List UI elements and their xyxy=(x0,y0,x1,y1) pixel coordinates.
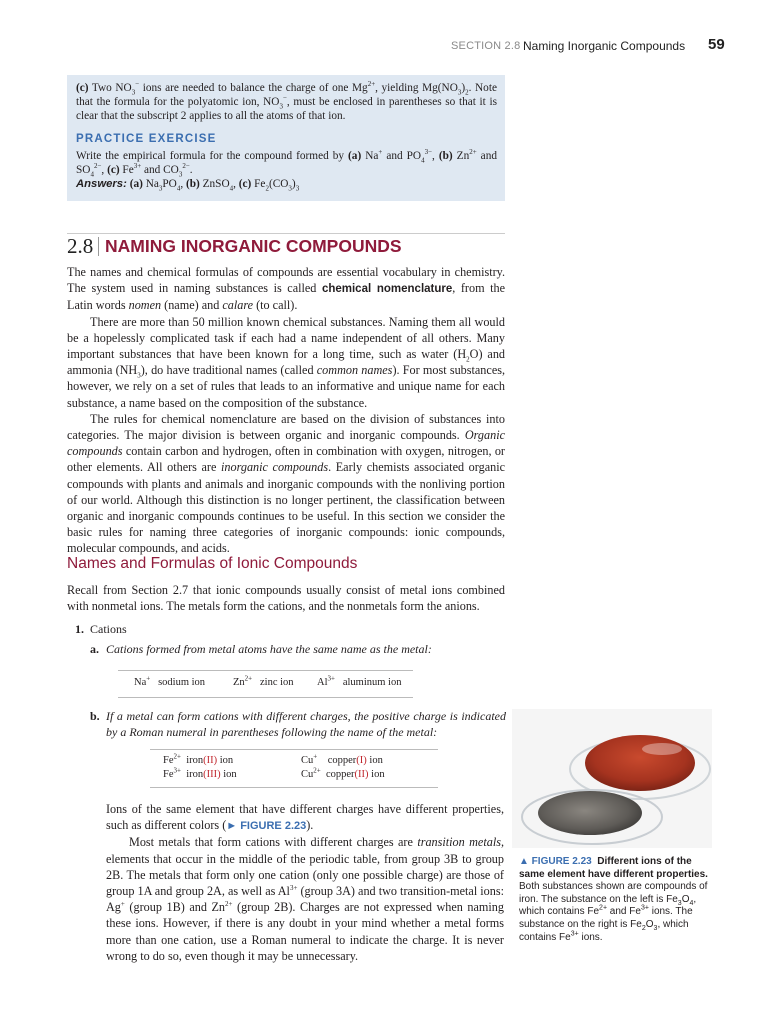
table-b-row-3: $Fe^{3+}$ iron(III) ion xyxy=(163,766,237,780)
table-b-row-4: $Cu^{2+}$ copper(II) ion xyxy=(301,766,385,780)
header-title: Naming Inorganic Compounds xyxy=(523,39,686,53)
table-a-row-2: $Zn^{2+}$ zinc ion xyxy=(233,674,294,688)
caption-title: Different ions of the same element have different properties. xyxy=(519,856,708,880)
heading-divider xyxy=(98,237,99,256)
table-a-row-3: $Al^{3+}$ aluminum ion xyxy=(317,674,402,688)
paragraph-2: There are more than 50 million known chemical substances. Naming them all would be a hopelessly complicated task if each had a name independent of all others. Many important substances that have been known for a long time, such as water $(H_2O)$ and ammonia $(NH_3)$, do have traditional names (called common names). For most substances, however, we rely on a set of rules that leads to an informative and unique name for each substance, a name based on the composition of the substance. xyxy=(67,314,506,410)
list-text-b: If a metal can form cations with different charges, the positive charge is indicated by a Roman numeral in parentheses following the name of the metal: xyxy=(106,709,506,739)
figure-reference-link[interactable]: ► FIGURE 2.23 xyxy=(226,820,307,833)
page-number: 59 xyxy=(708,36,725,53)
cation-table-b xyxy=(150,749,438,788)
section-heading xyxy=(67,233,505,258)
list-label-b: b. xyxy=(90,709,100,723)
table-b-row-1: $Fe^{2+}$ iron(II) ion xyxy=(163,752,234,766)
practice-exercise-text: Write the empirical formula for the compound formed by (a) Na+ and $PO_4^{3-}$, (b) $Zn^{2+}$ and $SO_4^{2-}$, (c) $Fe^{3+}$ and $CO_3^{2-}$. xyxy=(76,148,497,179)
photo-illustration xyxy=(512,709,712,848)
sample-exercise-box xyxy=(67,75,505,201)
figure-caption: ▲ FIGURE 2.23 Different ions of the same element have different properties. Both substances shown are compounds of iron. The substance on the left is $Fe_3O_4$, which contains $Fe^{2+}$ and $Fe^{3+}$ ions. The substance on the right is $Fe_2O_3$, which contains $Fe^{3+}$ ions. xyxy=(519,856,708,943)
table-b-row-2: Cu+ copper(I) ion xyxy=(301,752,383,766)
paragraph-3: The rules for chemical nomenclature are based on the division of substances into categories. The major division is between organic and inorganic compounds. Organic compounds contain carbon and hydrogen, often in combination with oxygen, nitrogen, or other elements. All others are inorganic compounds. Early chemists associated organic compounds with plants and animals and inorganic compounds with the nonliving portion of our world. Although this distinction is no longer pertinent, the classification between organic and inorganic compounds continues to be useful. In this section we consider the basic rules for naming three categories of inorganic compounds: ionic compounds, molecular compounds, and acids. xyxy=(67,411,505,556)
list-item-cations: Cations xyxy=(90,622,127,636)
table-a-row-1: Na+ sodium ion xyxy=(134,674,206,688)
section-number: 2.8 xyxy=(67,234,94,258)
subsection-heading: Names and Formulas of Ionic Compounds xyxy=(67,555,358,572)
paragraph-1: The names and chemical formulas of compounds are essential vocabulary in chemistry. The system used in naming substances is called chemical nomenclature, from the Latin words nomen (name) and calare (to call). xyxy=(67,265,505,313)
list-label-a: a. xyxy=(90,642,99,656)
iron-oxides-photo xyxy=(512,709,712,848)
running-header xyxy=(0,38,768,54)
answers-line: Answers: (a) $Na_3PO_4$, (b) ZnSO$_4$, (c) $Fe_2(CO_3)_3$ xyxy=(76,178,300,193)
figure-label: ▲ FIGURE 2.23 xyxy=(519,856,592,867)
intro-text xyxy=(67,264,505,557)
ions-paragraph xyxy=(106,801,504,964)
recall-paragraph: Recall from Section 2.7 that ionic compounds usually consist of metal ions combined with nonmetal ions. The metals form the cations, and the nonmetals form the anions. xyxy=(67,583,505,614)
part-c-text: (c) Two $NO_3^-$ ions are needed to balance the charge of one $Mg^{2+}$, yielding $Mg(NO_3)_2$. Note that the formula for the polyatomic ion, $NO_3^-$, must be enclosed in parentheses so that it is clear that the subscript 2 applies to all the atoms of that ion. xyxy=(76,80,497,122)
ions-text: Ions of the same element that have different charges have different properties, such as different colors (► FIGURE 2.23). xyxy=(106,802,504,833)
cation-table-a xyxy=(118,670,413,698)
practice-exercise-heading: PRACTICE EXERCISE xyxy=(76,133,217,145)
metals-paragraph: Most metals that form cations with different charges are transition metals, elements that occur in the middle of the periodic table, from group 3B to group 2B. The metals that form only one cation (only one possible charge) are those of group 1A and group 2A, as well as $Al^{3+}$ (group 3A) and two transition-metal ions: Ag+ (group 1B) and $Zn^{2+}$ (group 2B). Charges are not expressed when naming these ions. However, if there is any doubt in your mind whether a metal forms more than one cation, use a Roman numeral to indicate the charge. It is never wrong to do so, even though it may be unnecessary. xyxy=(106,835,504,963)
section-title: NAMING INORGANIC COMPOUNDS xyxy=(105,236,402,256)
list-number-1: 1. xyxy=(75,622,84,636)
list-text-a: Cations formed from metal atoms have the same name as the metal: xyxy=(106,642,432,656)
header-section: SECTION 2.8 xyxy=(451,40,521,52)
